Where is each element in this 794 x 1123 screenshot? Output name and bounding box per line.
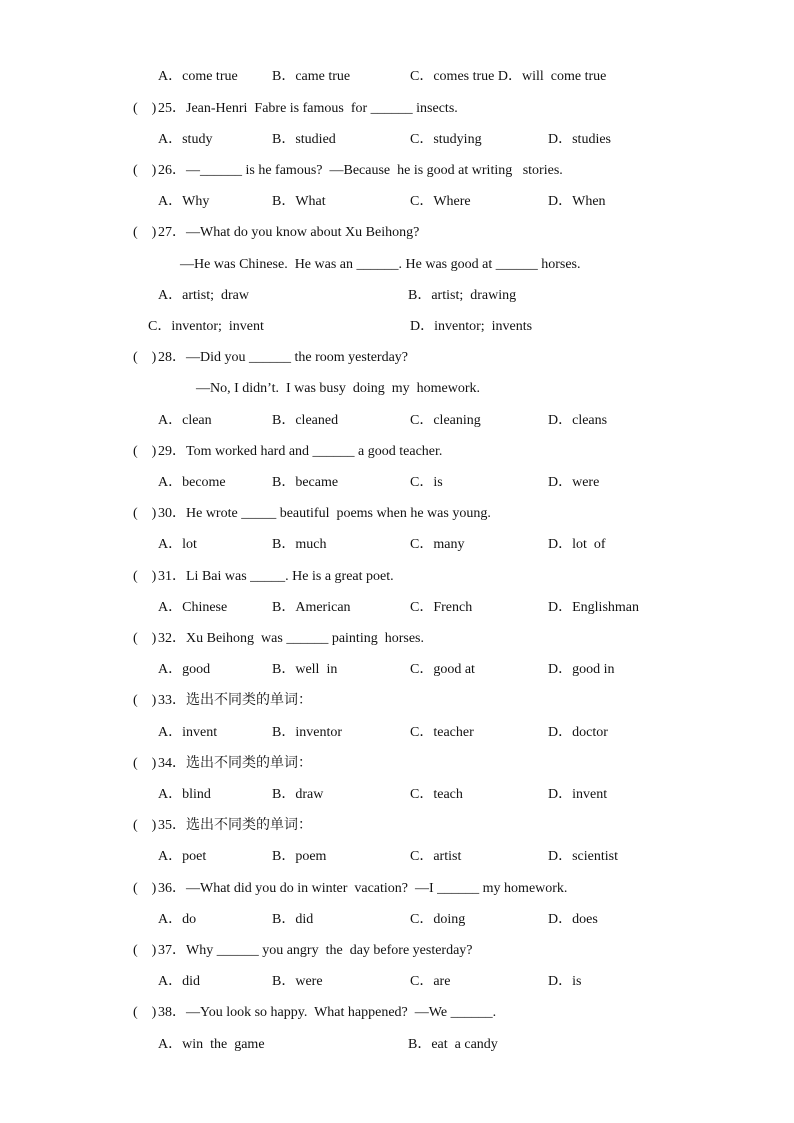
answer-blank: ( ) <box>133 631 157 646</box>
q32-option-a: A．good <box>158 662 211 677</box>
q30-option-b: B．much <box>272 537 327 552</box>
q34-option-b: B．draw <box>272 787 324 802</box>
q33-option-c: C．teacher <box>410 725 474 740</box>
q37-option-d: D．is <box>548 974 582 989</box>
q33-option-a: A．invent <box>158 725 218 740</box>
q29-option-c: C．is <box>410 475 443 490</box>
q28-option-c: C．cleaning <box>410 413 481 428</box>
q28-option-b: B．cleaned <box>272 413 339 428</box>
q28-option-d: D．cleans <box>548 413 608 428</box>
q36-option-a: A．do <box>158 912 197 927</box>
q24-option-b: B．came true <box>272 69 351 84</box>
question-28-stem: 28．—Did you ______ the room yesterday? <box>158 350 409 365</box>
q37-option-c: C．are <box>410 974 451 989</box>
q36-option-b: B．did <box>272 912 314 927</box>
q33-option-d: D．doctor <box>548 725 608 740</box>
answer-blank: ( ) <box>133 1005 157 1020</box>
q26-option-b: B．What <box>272 194 326 209</box>
question-33-stem: 33．选出不同类的单词： <box>158 693 312 708</box>
q35-option-d: D．scientist <box>548 849 618 864</box>
question-34-stem: 34．选出不同类的单词： <box>158 756 312 771</box>
question-36-stem: 36．—What did you do in winter vacation? —I ______ my homework. <box>158 881 568 896</box>
q27-option-b: B．artist; drawing <box>408 288 517 303</box>
q37-option-b: B．were <box>272 974 323 989</box>
q25-option-d: D．studies <box>548 132 611 147</box>
q28-option-a: A．clean <box>158 413 212 428</box>
q32-option-d: D．good in <box>548 662 615 677</box>
q30-option-a: A．lot <box>158 537 197 552</box>
question-25-stem: 25．Jean-Henri Fabre is famous for ______ insects. <box>158 101 458 116</box>
q26-option-c: C．Where <box>410 194 471 209</box>
answer-blank: ( ) <box>133 881 157 896</box>
q38-option-a: A．win the game <box>158 1037 265 1052</box>
q36-option-d: D．does <box>548 912 598 927</box>
q31-option-b: B．American <box>272 600 351 615</box>
answer-blank: ( ) <box>133 444 157 459</box>
q26-option-a: A．Why <box>158 194 210 209</box>
question-27-stem: 27．—What do you know about Xu Beihong? <box>158 225 420 240</box>
q35-option-a: A．poet <box>158 849 207 864</box>
answer-blank: ( ) <box>133 818 157 833</box>
q29-option-a: A．become <box>158 475 226 490</box>
question-37-stem: 37．Why ______ you angry the day before yesterday? <box>158 943 473 958</box>
q34-option-c: C．teach <box>410 787 463 802</box>
question-26-stem: 26．—______ is he famous? —Because he is good at writing stories. <box>158 163 563 178</box>
answer-blank: ( ) <box>133 101 157 116</box>
q27-option-a: A．artist; draw <box>158 288 249 303</box>
q35-option-b: B．poem <box>272 849 327 864</box>
answer-blank: ( ) <box>133 943 157 958</box>
question-29-stem: 29．Tom worked hard and ______ a good teacher. <box>158 444 443 459</box>
q32-option-b: B．well in <box>272 662 338 677</box>
answer-blank: ( ) <box>133 163 157 178</box>
question-32-stem: 32．Xu Beihong was ______ painting horses. <box>158 631 424 646</box>
q30-option-d: D．lot of <box>548 537 606 552</box>
q32-option-c: C．good at <box>410 662 475 677</box>
question-35-stem: 35．选出不同类的单词： <box>158 818 312 833</box>
q33-option-b: B．inventor <box>272 725 342 740</box>
q26-option-d: D．When <box>548 194 606 209</box>
q24-option-a: A．come true <box>158 69 238 84</box>
q27-option-c: C．inventor; invent <box>148 319 264 334</box>
q35-option-c: C．artist <box>410 849 462 864</box>
q34-option-d: D．invent <box>548 787 608 802</box>
q38-option-b: B．eat a candy <box>408 1037 498 1052</box>
q25-option-a: A．study <box>158 132 213 147</box>
q31-option-c: C．French <box>410 600 473 615</box>
q31-option-d: D．Englishman <box>548 600 639 615</box>
q29-option-d: D．were <box>548 475 600 490</box>
answer-blank: ( ) <box>133 506 157 521</box>
answer-blank: ( ) <box>133 225 157 240</box>
question-30-stem: 30．He wrote _____ beautiful poems when he was young. <box>158 506 491 521</box>
question-38-stem: 38．—You look so happy. What happened? —We ______. <box>158 1005 497 1020</box>
q24-option-c-d: C．comes true D．will come true <box>410 69 607 84</box>
question-31-stem: 31．Li Bai was _____. He is a great poet. <box>158 569 394 584</box>
question-28-stem-line2: —No, I didn’t. I was busy doing my homework. <box>196 381 480 396</box>
answer-blank: ( ) <box>133 350 157 365</box>
q29-option-b: B．became <box>272 475 339 490</box>
q37-option-a: A．did <box>158 974 200 989</box>
question-27-stem-line2: —He was Chinese. He was an ______. He was good at ______ horses. <box>180 257 581 272</box>
q30-option-c: C．many <box>410 537 465 552</box>
q25-option-b: B．studied <box>272 132 336 147</box>
q31-option-a: A．Chinese <box>158 600 228 615</box>
answer-blank: ( ) <box>133 569 157 584</box>
q36-option-c: C．doing <box>410 912 466 927</box>
answer-blank: ( ) <box>133 756 157 771</box>
q34-option-a: A．blind <box>158 787 211 802</box>
answer-blank: ( ) <box>133 693 157 708</box>
q27-option-d: D．inventor; invents <box>410 319 533 334</box>
q25-option-c: C．studying <box>410 132 482 147</box>
